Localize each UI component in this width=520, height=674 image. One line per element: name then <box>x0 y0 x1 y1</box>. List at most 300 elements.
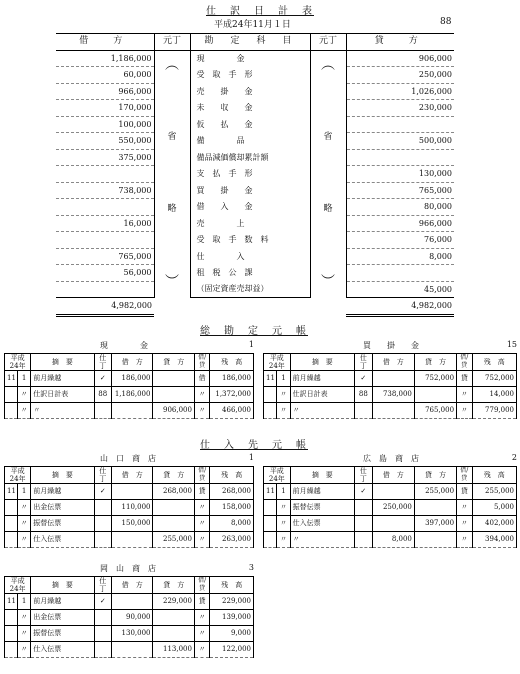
dc-cell: 〃 <box>457 516 473 532</box>
general-ledger-title: 総 勘 定 元 帳 <box>200 326 308 337</box>
ledger-row <box>5 387 254 403</box>
day-cell: 〃 <box>18 532 31 548</box>
balance-cell: 122,000 <box>210 642 254 658</box>
dc-header: 借/貸 <box>457 354 473 371</box>
month-cell <box>5 403 18 419</box>
payable-ledger-number: 15 <box>506 340 517 349</box>
month-cell: 11 <box>5 594 18 610</box>
balance-cell: 263,000 <box>210 532 254 548</box>
dc-cell: 〃 <box>194 532 209 548</box>
debit-cell: 186,000 <box>112 371 153 387</box>
account-name: 未 収 金 <box>196 103 253 112</box>
dc-cell: 〃 <box>194 403 209 419</box>
journal-row <box>56 215 454 232</box>
dc-cell: 〃 <box>194 516 209 532</box>
day-cell: 〃 <box>18 626 31 642</box>
balance-cell: 5,000 <box>472 500 516 516</box>
dc-cell: 〃 <box>194 610 209 626</box>
day-cell: 1 <box>18 371 31 387</box>
journal-row <box>56 166 454 183</box>
journal-debit-cell: 100,000 <box>56 116 154 133</box>
journal-account-cell <box>190 50 310 67</box>
credit-cell <box>153 610 194 626</box>
journal-credit-cell: 76,000 <box>346 232 454 249</box>
month-cell: 11 <box>5 371 18 387</box>
desc-cell: 前月繰越 <box>31 594 94 610</box>
desc-cell: 前月繰越 <box>290 484 354 500</box>
journal-total-debit: 4,982,000 <box>56 298 154 316</box>
okayama-ledger-table <box>4 576 254 658</box>
desc-header: 摘 要 <box>31 467 94 484</box>
supplier-ledger-title: 仕 入 先 元 帳 <box>200 440 308 451</box>
cash-ledger-name: 現 金 <box>100 341 148 350</box>
debit-cell <box>372 371 414 387</box>
ledger-row <box>264 387 517 403</box>
month-cell <box>264 403 277 419</box>
journal-row <box>56 50 454 67</box>
balance-cell: 9,000 <box>210 626 254 642</box>
journal-row <box>56 248 454 265</box>
month-cell <box>5 610 18 626</box>
journal-credit-cell: 45,000 <box>346 281 454 298</box>
month-cell <box>5 532 18 548</box>
paren-close-icon: ︶ <box>165 273 179 290</box>
dc-header: 借/貸 <box>194 354 209 371</box>
ledger-row <box>5 610 254 626</box>
account-name: 現 金 <box>196 53 245 63</box>
desc-header: 摘 要 <box>290 354 354 371</box>
year-header: 平成 24年 <box>5 354 31 371</box>
debit-cell: 150,000 <box>112 516 153 532</box>
debit-cell <box>372 484 414 500</box>
okayama-ledger-name: 岡 山 商 店 <box>100 564 156 573</box>
journal-row <box>56 133 454 150</box>
month-cell <box>5 500 18 516</box>
day-cell: 〃 <box>18 610 31 626</box>
ledger-row <box>5 626 254 642</box>
debit-cell <box>112 642 153 658</box>
ledger-row <box>264 500 517 516</box>
ref-cell: 88 <box>354 387 372 403</box>
journal-debit-cell <box>56 166 154 183</box>
debit-cell <box>112 594 153 610</box>
debit-cell: 90,000 <box>112 610 153 626</box>
day-cell: 1 <box>18 484 31 500</box>
account-name: 受 取 手 形 <box>196 70 253 79</box>
dc-cell: 借 <box>194 371 209 387</box>
credit-cell <box>153 626 194 642</box>
journal-credit-cell <box>346 149 454 166</box>
debit-cell <box>372 403 414 419</box>
payable-ledger-name: 買 掛 金 <box>363 341 419 350</box>
journal-row <box>56 83 454 100</box>
journal-row <box>56 182 454 199</box>
day-cell: 〃 <box>18 387 31 403</box>
balance-cell: 139,000 <box>210 610 254 626</box>
journal-debit-cell: 966,000 <box>56 83 154 100</box>
journal-credit-cell: 1,026,000 <box>346 83 454 100</box>
credit-cell <box>414 387 456 403</box>
desc-cell: 出金伝票 <box>31 500 94 516</box>
hiroshima-ledger-header <box>263 453 517 464</box>
journal-debit-cell: 170,000 <box>56 100 154 117</box>
ref-cell <box>354 500 372 516</box>
okayama-ledger-header <box>4 563 254 574</box>
day-cell: 〃 <box>277 403 290 419</box>
debit-cell: 8,000 <box>372 532 414 548</box>
ref-left-omit-2: 略 <box>167 204 177 215</box>
ledger-row <box>264 403 517 419</box>
credit-cell: 229,000 <box>153 594 194 610</box>
desc-cell: 振替伝票 <box>31 626 94 642</box>
ledger-row <box>5 484 254 500</box>
balance-header: 残 高 <box>472 354 516 371</box>
balance-cell: 402,000 <box>472 516 516 532</box>
account-name: 租 税 公 課 <box>196 268 253 277</box>
journal-credit-cell: 500,000 <box>346 133 454 150</box>
desc-header: 摘 要 <box>31 354 94 371</box>
journal-credit-cell <box>346 116 454 133</box>
desc-cell: 〃 <box>31 403 94 419</box>
debit-header: 借 方 <box>372 467 414 484</box>
desc-cell: 前月繰越 <box>31 484 94 500</box>
dc-cell: 貸 <box>194 594 209 610</box>
dc-cell: 〃 <box>457 532 473 548</box>
payable-ledger-header <box>263 340 517 351</box>
debit-cell: 130,000 <box>112 626 153 642</box>
month-cell <box>264 532 277 548</box>
credit-cell: 906,000 <box>153 403 194 419</box>
balance-cell: 158,000 <box>210 500 254 516</box>
yamaguchi-ledger-number: 1 <box>248 453 254 462</box>
ref-header: 仕丁 <box>94 577 111 594</box>
month-cell: 11 <box>264 484 277 500</box>
balance-header: 残 高 <box>472 467 516 484</box>
account-name: 備品減価償却累計額 <box>196 152 269 162</box>
journal-account-cell <box>190 182 310 199</box>
journal-page-number: 88 <box>440 17 452 27</box>
journal-credit-cell: 250,000 <box>346 67 454 84</box>
journal-debit-cell: 738,000 <box>56 182 154 199</box>
month-cell <box>5 516 18 532</box>
ref-cell <box>354 403 372 419</box>
dc-header: 借/貸 <box>457 467 473 484</box>
desc-cell: 前月繰越 <box>290 371 354 387</box>
month-cell <box>264 387 277 403</box>
ledger-row <box>5 371 254 387</box>
ledger-row <box>5 500 254 516</box>
dc-cell: 〃 <box>457 387 473 403</box>
ref-left-column <box>154 50 190 298</box>
journal-row <box>56 281 454 298</box>
ref-cell <box>94 642 111 658</box>
journal-account-cell <box>190 116 310 133</box>
debit-cell: 1,186,000 <box>112 387 153 403</box>
journal-debit-cell <box>56 199 154 216</box>
desc-cell: 仕入伝票 <box>290 516 354 532</box>
ref-cell: ✓ <box>354 371 372 387</box>
ledger-header-row <box>5 467 254 484</box>
account-name: 借 入 金 <box>196 202 253 211</box>
day-cell: 1 <box>18 594 31 610</box>
ledger-row <box>5 642 254 658</box>
day-cell: 1 <box>277 484 290 500</box>
journal-credit-cell <box>346 265 454 282</box>
month-cell <box>5 642 18 658</box>
credit-cell: 113,000 <box>153 642 194 658</box>
paren-open-icon: ︵ <box>321 56 335 73</box>
desc-cell: 仕入伝票 <box>31 532 94 548</box>
ref-cell: ✓ <box>94 594 111 610</box>
desc-cell: 仕訳日計表 <box>290 387 354 403</box>
cash-ledger-number: 1 <box>248 340 254 349</box>
account-name: 仮 払 金 <box>196 119 253 129</box>
debit-header: 借 方 <box>112 467 153 484</box>
ledger-header-row <box>5 354 254 371</box>
cash-ledger-header <box>4 340 254 351</box>
desc-cell: 〃 <box>290 532 354 548</box>
ref-cell <box>354 516 372 532</box>
debit-cell <box>112 484 153 500</box>
yamaguchi-ledger-header <box>4 453 254 464</box>
credit-cell <box>414 532 456 548</box>
ref-cell: ✓ <box>94 484 111 500</box>
journal-row <box>56 67 454 84</box>
journal-account-cell <box>190 133 310 150</box>
debit-cell: 738,000 <box>372 387 414 403</box>
journal-account-cell <box>190 199 310 216</box>
debit-header: 借 方 <box>112 577 153 594</box>
journal-row <box>56 265 454 282</box>
dc-cell: 〃 <box>194 642 209 658</box>
day-cell: 〃 <box>277 387 290 403</box>
ref-cell: ✓ <box>94 371 111 387</box>
ref-cell <box>94 500 111 516</box>
desc-cell: 前月繰越 <box>31 371 94 387</box>
hiroshima-ledger-name: 広 島 商 店 <box>363 454 419 463</box>
debit-cell: 110,000 <box>112 500 153 516</box>
month-cell <box>264 516 277 532</box>
journal-credit-cell: 80,000 <box>346 199 454 216</box>
balance-cell: 752,000 <box>472 371 516 387</box>
journal-account-cell <box>190 265 310 282</box>
year-header: 平成 24年 <box>264 467 291 484</box>
paren-close-icon: ︶ <box>321 273 335 290</box>
journal-row <box>56 199 454 216</box>
journal-debit-cell <box>56 232 154 249</box>
journal-account-cell <box>190 232 310 249</box>
journal-credit-cell: 130,000 <box>346 166 454 183</box>
day-cell: 1 <box>277 371 290 387</box>
ref-right-omit-1: 省 <box>323 132 333 143</box>
journal-account-cell <box>190 281 310 298</box>
month-cell: 11 <box>264 371 277 387</box>
journal-ref-left-header: 元丁 <box>154 34 190 51</box>
journal-debit-cell: 60,000 <box>56 67 154 84</box>
balance-cell: 268,000 <box>210 484 254 500</box>
debit-cell: 250,000 <box>372 500 414 516</box>
journal-account-cell <box>190 248 310 265</box>
balance-cell: 466,000 <box>210 403 254 419</box>
balance-cell: 255,000 <box>472 484 516 500</box>
debit-cell <box>112 403 153 419</box>
balance-cell: 8,000 <box>210 516 254 532</box>
account-name: 買 掛 金 <box>196 185 253 195</box>
journal-debit-cell: 550,000 <box>56 133 154 150</box>
ledger-row <box>264 516 517 532</box>
journal-row <box>56 100 454 117</box>
journal-row <box>56 232 454 249</box>
credit-header: 貸 方 <box>414 354 456 371</box>
credit-cell: 752,000 <box>414 371 456 387</box>
balance-header: 残 高 <box>210 354 254 371</box>
ref-cell <box>94 516 111 532</box>
ledger-header-row <box>264 467 517 484</box>
desc-cell: 出金伝票 <box>31 610 94 626</box>
balance-cell: 394,000 <box>472 532 516 548</box>
account-name: 仕 入 <box>196 251 245 261</box>
journal-account-cell <box>190 67 310 84</box>
yamaguchi-ledger-table <box>4 466 254 548</box>
journal-account-cell <box>190 100 310 117</box>
journal-account-cell <box>190 149 310 166</box>
desc-cell: 仕入伝票 <box>31 642 94 658</box>
debit-cell <box>112 532 153 548</box>
ref-header: 仕丁 <box>94 467 111 484</box>
journal-total-credit: 4,982,000 <box>346 298 454 316</box>
account-name: 受 取 手 数 料 <box>196 235 269 244</box>
journal-credit-cell: 966,000 <box>346 215 454 232</box>
year-header: 平成 24年 <box>5 577 31 594</box>
debit-cell <box>372 516 414 532</box>
account-name: 売 上 <box>196 218 245 228</box>
credit-cell <box>153 387 194 403</box>
journal-credit-header: 貸 方 <box>346 34 454 51</box>
ref-header: 仕丁 <box>354 354 372 371</box>
debit-header: 借 方 <box>372 354 414 371</box>
desc-cell: 振替伝票 <box>290 500 354 516</box>
day-cell: 〃 <box>18 642 31 658</box>
balance-cell: 186,000 <box>210 371 254 387</box>
account-name: 支 払 手 形 <box>196 169 253 178</box>
balance-header: 残 高 <box>210 577 254 594</box>
ref-cell <box>354 532 372 548</box>
dc-cell: 貸 <box>457 484 473 500</box>
ref-header: 仕丁 <box>94 354 111 371</box>
dc-cell: 貸 <box>457 371 473 387</box>
desc-header: 摘 要 <box>290 467 354 484</box>
balance-cell: 14,000 <box>472 387 516 403</box>
ref-cell <box>94 403 111 419</box>
credit-cell: 268,000 <box>153 484 194 500</box>
ref-cell: ✓ <box>354 484 372 500</box>
journal-account-cell <box>190 83 310 100</box>
journal-credit-cell: 765,000 <box>346 182 454 199</box>
credit-cell <box>414 500 456 516</box>
journal-account-header: 勘 定 科 目 <box>190 34 310 51</box>
desc-cell: 〃 <box>290 403 354 419</box>
day-cell: 〃 <box>18 516 31 532</box>
account-name: 売 掛 金 <box>196 86 253 96</box>
yamaguchi-ledger-name: 山 口 商 店 <box>100 454 156 463</box>
year-header: 平成 24年 <box>5 467 31 484</box>
credit-header: 貸 方 <box>153 467 194 484</box>
dc-cell: 〃 <box>194 626 209 642</box>
journal-row <box>56 116 454 133</box>
journal-credit-cell: 906,000 <box>346 50 454 67</box>
day-cell: 〃 <box>18 403 31 419</box>
credit-cell: 255,000 <box>153 532 194 548</box>
balance-cell: 1,372,000 <box>210 387 254 403</box>
journal-debit-cell <box>56 281 154 298</box>
okayama-ledger-number: 3 <box>248 563 254 572</box>
ref-cell <box>94 532 111 548</box>
journal-date: 平成24年11月１日 <box>214 20 291 30</box>
payable-ledger-table <box>263 353 517 419</box>
ledger-row <box>5 403 254 419</box>
journal-debit-cell: 16,000 <box>56 215 154 232</box>
journal-total-row <box>56 298 454 316</box>
journal-account-cell <box>190 215 310 232</box>
ref-cell: 88 <box>94 387 111 403</box>
journal-debit-cell: 765,000 <box>56 248 154 265</box>
dc-cell: 〃 <box>194 500 209 516</box>
dc-cell: 〃 <box>457 500 473 516</box>
credit-header: 貸 方 <box>153 577 194 594</box>
journal-debit-cell: 1,186,000 <box>56 50 154 67</box>
account-name: 備 品 <box>196 136 245 145</box>
credit-header: 貸 方 <box>414 467 456 484</box>
dc-header: 借/貸 <box>194 577 209 594</box>
ledger-row <box>5 594 254 610</box>
year-header: 平成 24年 <box>264 354 291 371</box>
day-cell: 〃 <box>277 516 290 532</box>
desc-header: 摘 要 <box>31 577 94 594</box>
ref-left-omit-1: 省 <box>167 132 177 143</box>
cash-ledger-table <box>4 353 254 419</box>
credit-cell <box>153 371 194 387</box>
journal-account-cell <box>190 166 310 183</box>
ledger-row <box>264 532 517 548</box>
day-cell: 〃 <box>277 500 290 516</box>
ledger-row <box>5 532 254 548</box>
credit-cell: 397,000 <box>414 516 456 532</box>
credit-cell <box>153 500 194 516</box>
dc-cell: 〃 <box>457 403 473 419</box>
balance-cell: 779,000 <box>472 403 516 419</box>
balance-cell: 229,000 <box>210 594 254 610</box>
desc-cell: 振替伝票 <box>31 516 94 532</box>
ref-right-omit-2: 略 <box>323 204 333 215</box>
debit-header: 借 方 <box>112 354 153 371</box>
credit-cell: 255,000 <box>414 484 456 500</box>
ledger-row <box>264 484 517 500</box>
credit-header: 貸 方 <box>153 354 194 371</box>
journal-credit-cell: 230,000 <box>346 100 454 117</box>
credit-cell <box>153 516 194 532</box>
day-cell: 〃 <box>277 532 290 548</box>
desc-cell: 仕訳日計表 <box>31 387 94 403</box>
day-cell: 〃 <box>18 500 31 516</box>
dc-cell: 貸 <box>194 484 209 500</box>
hiroshima-ledger-table <box>263 466 517 548</box>
ledger-header-row <box>5 577 254 594</box>
journal-debit-cell: 56,000 <box>56 265 154 282</box>
month-cell <box>5 387 18 403</box>
month-cell: 11 <box>5 484 18 500</box>
journal-debit-cell: 375,000 <box>56 149 154 166</box>
ref-right-column <box>310 50 346 298</box>
